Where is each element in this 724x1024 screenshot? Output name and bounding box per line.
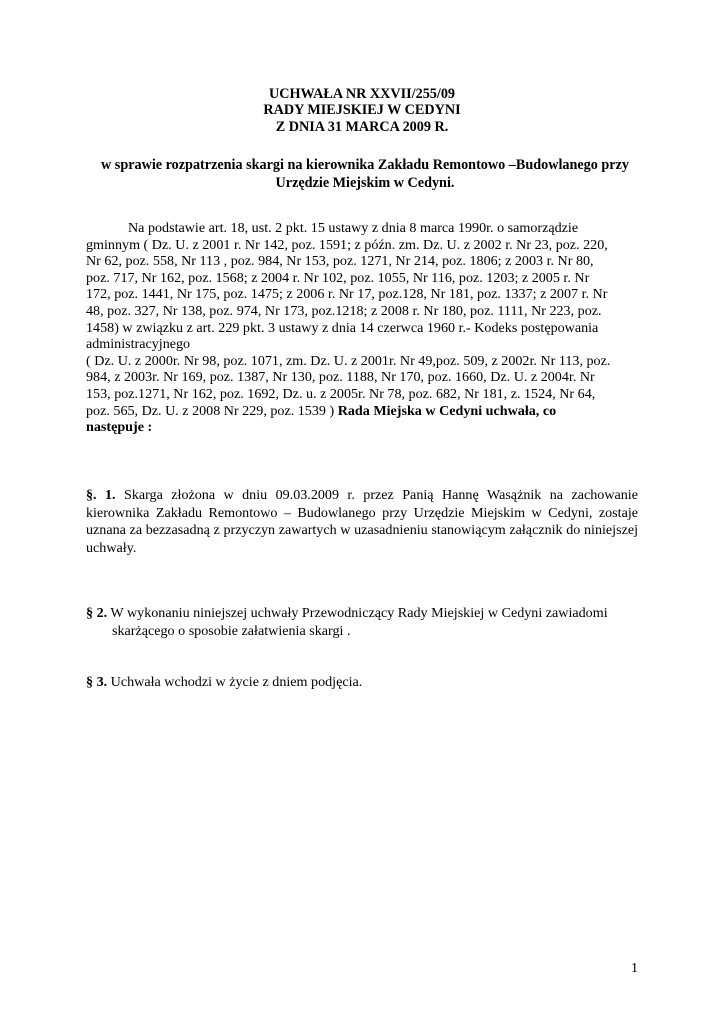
section-2-text: W wykonaniu niniejszej uchwały Przewodniczący Rady Miejskiej w Cedyni zawiadomi (107, 605, 608, 621)
preamble-line: 153, poz.1271, Nr 162, poz. 1692, Dz. u. z 2005r. Nr 78, poz. 682, Nr 181, z. 1524, Nr 64, (86, 385, 596, 402)
preamble-line: poz. 717, Nr 162, poz. 1568; z 2004 r. Nr 102, poz. 1055, Nr 116, poz. 1203; z 2005 r. Nr (86, 269, 590, 286)
legal-basis-preamble (86, 220, 646, 436)
preamble-line: ( Dz. U. z 2000r. Nr 98, poz. 1071, zm. Dz. U. z 2001r. Nr 49,poz. 509, z 2002r. Nr 113, poz. (86, 352, 611, 369)
section-1-text: Skarga złożona w dniu 09.03.2009 r. przez Panią Hannę Wasążnik na zachowanie kierownika Zakładu Remontowo – Budowlanego przy Urzędzie Miejskim w Cedyni, zostaje uznana za bezzasadną z przyczyn zawartych w uzasadnieniu stanowiącym załącznik do niniejszej uchwały. (86, 487, 638, 556)
preamble-line: Nr 62, poz. 558, Nr 113 , poz. 984, Nr 153, poz. 1271, Nr 214, poz. 1806; z 2003 r. Nr 80, (86, 253, 594, 270)
resolution-subject (70, 156, 660, 192)
resolution-header (0, 86, 724, 135)
section-1-label: §. 1. (86, 487, 116, 503)
issuing-council: RADY MIEJSKIEJ W CEDYNI (263, 102, 461, 119)
section-3 (86, 674, 646, 692)
preamble-line: 172, poz. 1441, Nr 175, poz. 1475; z 2006 r. Nr 17, poz.128, Nr 181, poz. 1337; z 2007 r. Nr (86, 286, 608, 303)
preamble-line: 48, poz. 327, Nr 138, poz. 974, Nr 173, poz.1218; z 2008 r. Nr 180, poz. 1111, Nr 223, poz. (86, 302, 602, 319)
preamble-line: 984, z 2003r. Nr 169, poz. 1387, Nr 130, poz. 1188, Nr 170, poz. 1660, Dz. U. z 2004r. Nr (86, 369, 595, 386)
preamble-line: administracyjnego (86, 336, 191, 353)
section-1 (86, 487, 638, 557)
preamble-last-line-text: poz. 565, Dz. U. z 2008 Nr 229, poz. 1539 ) (86, 402, 338, 419)
preamble-line: 1458) w związku z art. 229 pkt. 3 ustawy z dnia 14 czerwca 1960 r.- Kodeks postępowania (86, 319, 599, 336)
preamble-line: gminnym ( Dz. U. z 2001 r. Nr 142, poz. 1591; z późn. zm. Dz. U. z 2002 r. Nr 23, poz. 220, (86, 236, 608, 253)
section-3-text: Uchwała wchodzi w życie z dniem podjęcia. (107, 674, 363, 690)
subject-line-2: Urzędzie Miejskim w Cedyni. (275, 175, 455, 191)
council-resolves-text: Rada Miejska w Cedyni uchwała, co (337, 402, 557, 419)
resolution-date: Z DNIA 31 MARCA 2009 R. (275, 118, 449, 135)
section-2-label: § 2. (86, 605, 108, 621)
preamble-closing: następuje : (86, 419, 153, 436)
section-3-label: § 3. (86, 674, 108, 690)
subject-line-1: w sprawie rozpatrzenia skargi na kierownika Zakładu Remontowo –Budowlanego przy (101, 157, 629, 173)
preamble-last-line (86, 403, 646, 420)
page-number: 1 (631, 961, 638, 976)
section-2 (86, 605, 646, 640)
section-2-text-continued: skarżącego o sposobie załatwienia skargi . (112, 622, 351, 639)
preamble-line: Na podstawie art. 18, ust. 2 pkt. 15 ustawy z dnia 8 marca 1990r. o samorządzie (128, 220, 579, 236)
resolution-number: UCHWAŁA NR XXVII/255/09 (268, 86, 456, 102)
